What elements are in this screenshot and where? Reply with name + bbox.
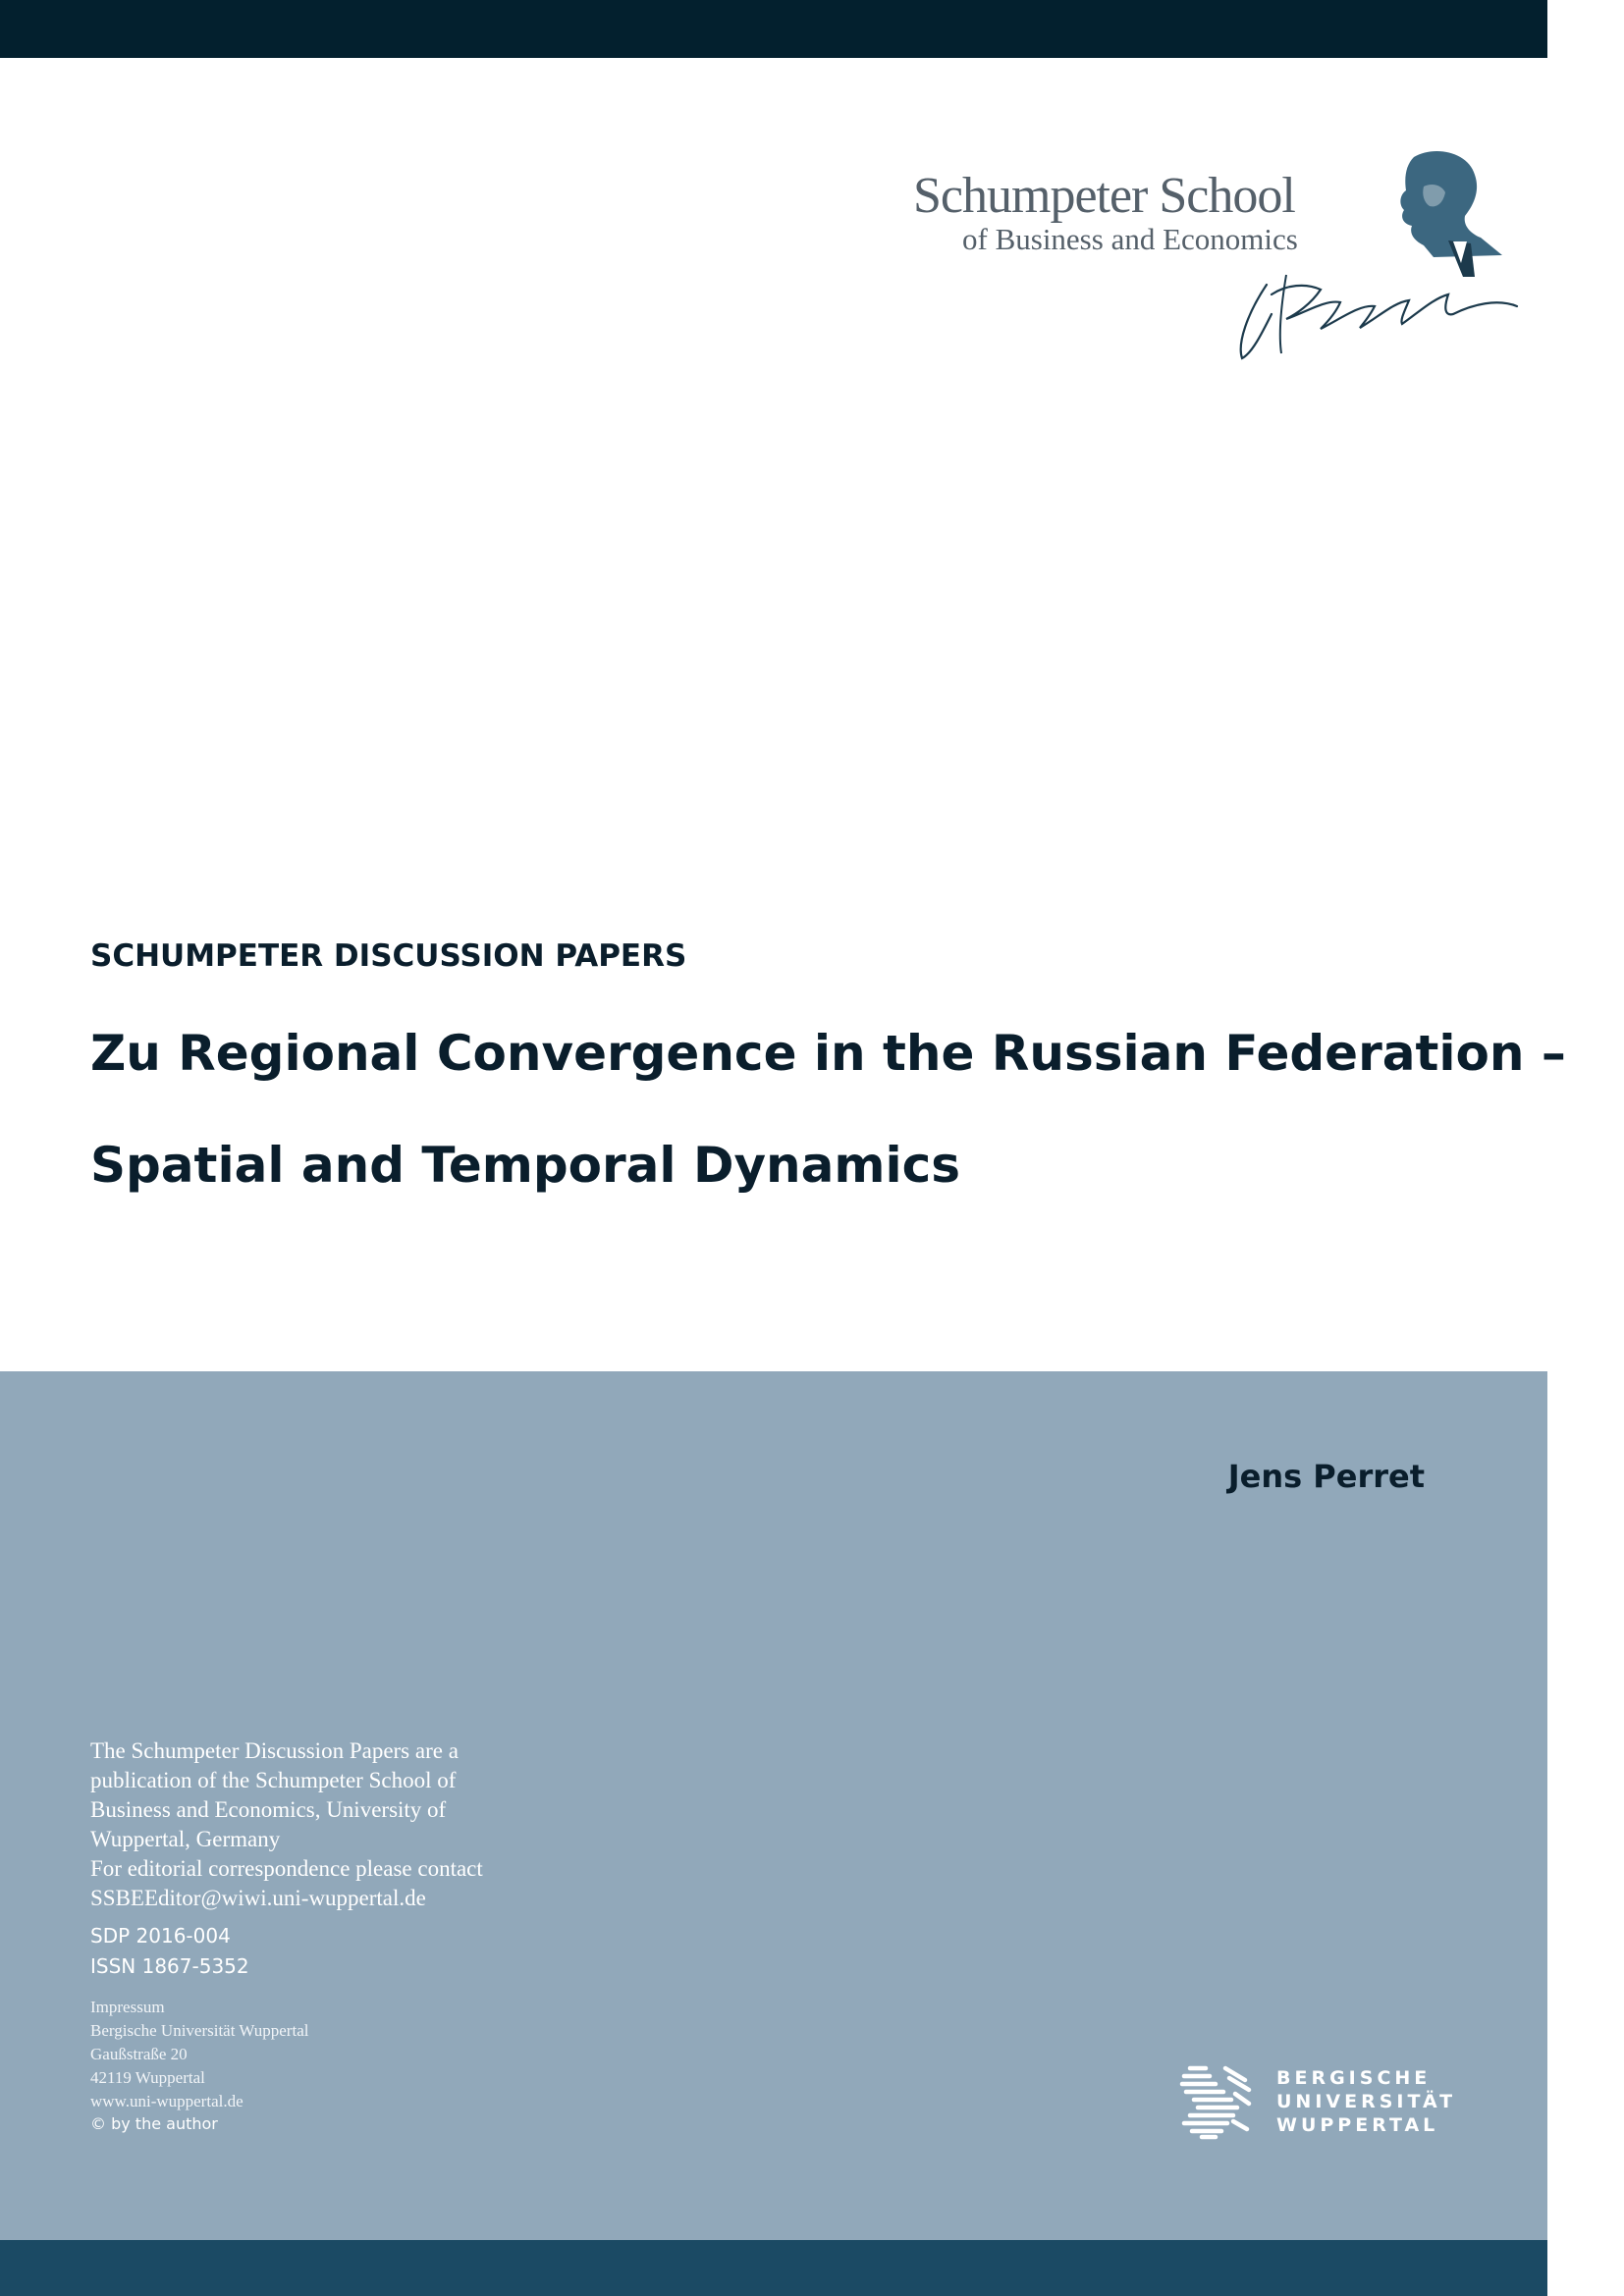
paper-title	[90, 1011, 1566, 1235]
about-line: Wuppertal, Germany	[90, 1827, 281, 1851]
university-name-line: WUPPERTAL	[1276, 2114, 1439, 2136]
bottom-bar	[0, 2240, 1547, 2296]
about-line: The Schumpeter Discussion Papers are a	[90, 1738, 459, 1763]
university-name-line: UNIVERSITÄT	[1276, 2091, 1457, 2112]
author-name: Jens Perret	[1227, 1458, 1425, 1495]
impressum-line: Bergische Universität Wuppertal	[90, 2021, 309, 2040]
about-line: For editorial correspondence please contact	[90, 1856, 483, 1881]
about-line: publication of the Schumpeter School of	[90, 1768, 457, 1792]
impressum	[90, 1996, 308, 2113]
logo-title: Schumpeter School	[913, 168, 1295, 224]
paper-identifiers	[90, 1921, 249, 1982]
lion-emblem-icon	[1176, 2060, 1253, 2141]
university-name	[1276, 2066, 1456, 2137]
title-line-1: Zu Regional Convergence in the Russian Federation –	[90, 1025, 1566, 1082]
signature-icon	[1227, 255, 1522, 363]
impressum-line: 42119 Wuppertal	[90, 2068, 205, 2087]
impressum-line: Impressum	[90, 1998, 165, 2016]
university-name-line: BERGISCHE	[1276, 2067, 1432, 2089]
schumpeter-school-logo	[903, 147, 1532, 363]
issn-number: ISSN 1867-5352	[90, 1954, 249, 1978]
sdp-number: SDP 2016-004	[90, 1924, 231, 1948]
copyright: © by the author	[90, 2114, 218, 2133]
info-panel	[0, 1371, 1547, 2240]
about-line: Business and Economics, University of	[90, 1797, 447, 1822]
logo-subtitle: of Business and Economics	[962, 222, 1298, 256]
impressum-line: Gaußstraße 20	[90, 2045, 188, 2063]
editor-email: SSBEEditor@wiwi.uni-wuppertal.de	[90, 1886, 426, 1910]
title-line-2: Spatial and Temporal Dynamics	[90, 1137, 961, 1194]
about-text	[90, 1736, 581, 1913]
impressum-website: www.uni-wuppertal.de	[90, 2092, 244, 2110]
university-logo	[1176, 2060, 1471, 2145]
series-label: SCHUMPETER DISCUSSION PAPERS	[90, 938, 687, 974]
top-bar	[0, 0, 1547, 58]
